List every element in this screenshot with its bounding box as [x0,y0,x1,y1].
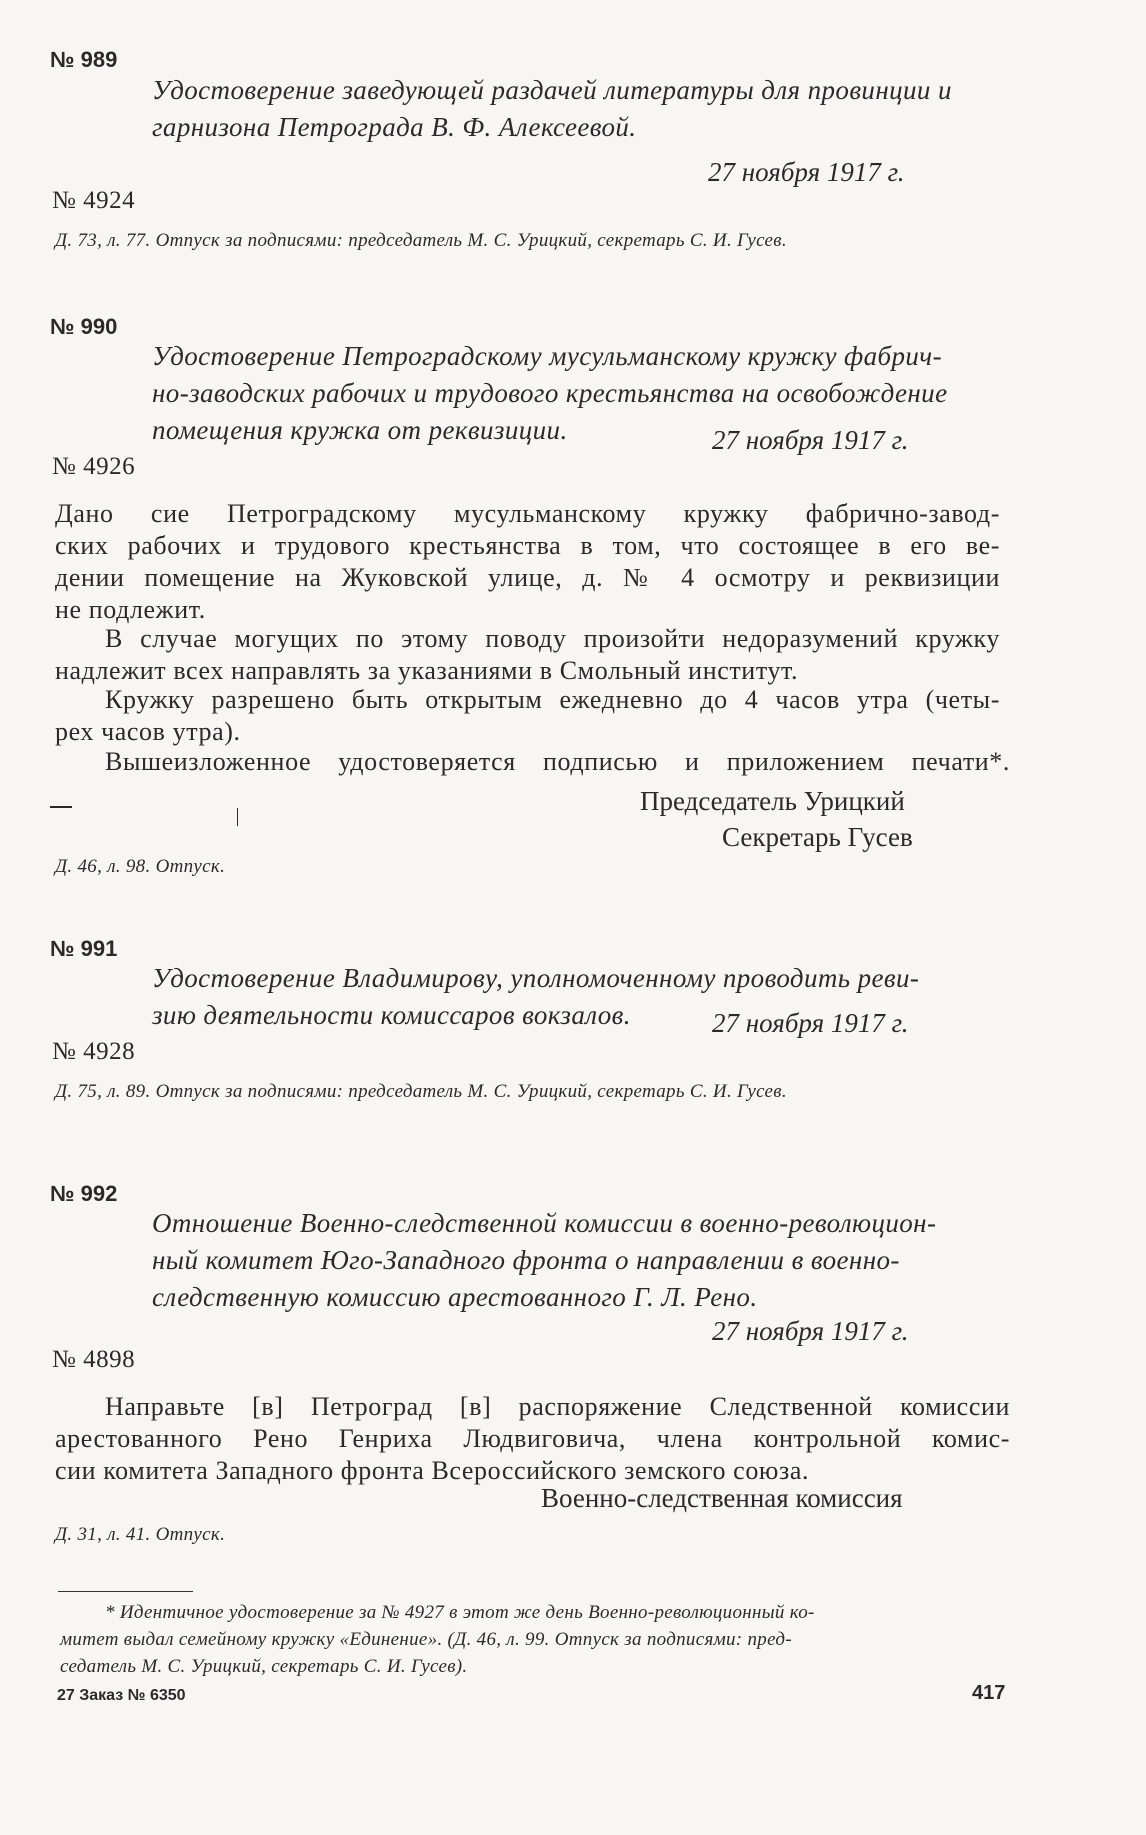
doc-992-date: 27 ноября 1917 г. [712,1316,909,1346]
ink-mark [237,808,238,826]
doc-991-number: № 991 [50,936,118,961]
footnote-rule [58,1591,193,1592]
doc-992-body-line: сии комитета Западного фронта Всероссийского земского союза. [55,1456,810,1485]
doc-990-body-line: рех часов утра). [55,717,241,746]
footnote-line: митет выдал семейному кружку «Единение». (Д. 46, л. 99. Отпуск за подписями: пред- [60,1629,792,1650]
doc-990-body-line: надлежит всех направлять за указаниями в Смольный институт. [55,656,799,685]
doc-990-signature-chairman: Председатель Урицкий [640,786,905,816]
doc-990-body-line: Дано сие Петроградскому мусульманскому кружку фабрично-завод- [55,499,1000,528]
doc-990-title-line: помещения кружка от реквизиции. [152,415,568,445]
footnote [60,1599,815,1680]
doc-989-source: Д. 73, л. 77. Отпуск за подписями: председатель М. С. Урицкий, секретарь С. И. Гусев. [55,230,787,251]
doc-989-reg-number: № 4924 [52,187,136,214]
doc-991-title-line: зию деятельности комиссаров вокзалов. [152,1000,631,1030]
doc-990-date: 27 ноября 1917 г. [712,425,909,455]
footnote-line: * Идентичное удостоверение за № 4927 в этот же день Военно-революционный ко- [105,1602,815,1623]
doc-990-body-line: ских рабочих и трудового крестьянства в том, что состоящее в его ве- [55,531,1000,560]
doc-990-body-line: Вышеизложенное удостоверяется подписью и приложением печати*. [105,747,1010,776]
doc-990-title-line: Удостоверение Петроградскому мусульманскому кружку фабрич- [152,341,942,371]
doc-992-number: № 992 [50,1181,118,1206]
printer-signature-mark: 27 Заказ № 6350 [57,1687,186,1704]
doc-990-body-line: не подлежит. [55,595,206,624]
doc-992-body-line: Направьте [в] Петроград [в] распоряжение Следственной комиссии [105,1392,1010,1421]
doc-989-number: № 989 [50,47,118,72]
doc-990-signature-secretary: Секретарь Гусев [722,822,913,852]
doc-991-source: Д. 75, л. 89. Отпуск за подписями: председатель М. С. Урицкий, секретарь С. И. Гусев. [55,1081,787,1102]
doc-990-source: Д. 46, л. 98. Отпуск. [55,856,226,877]
doc-992-reg-number: № 4898 [52,1346,136,1373]
doc-989-title: Удостоверение заведующей раздачей литературы для провинции и гарнизона Петрограда В. Ф. Алексеевой. [152,75,952,142]
doc-991-reg-number: № 4928 [52,1038,136,1065]
doc-990-title-line: но-заводских рабочих и трудового крестьянства на освобождение [152,378,948,408]
doc-990-reg-number: № 4926 [52,453,136,480]
footnote-line: седатель М. С. Урицкий, секретарь С. И. Гусев). [60,1656,468,1677]
doc-992-signature: Военно-следственная комиссия [541,1483,903,1513]
doc-992-title-line: следственную комиссию арестованного Г. Л. Рено. [152,1282,758,1312]
doc-992-source: Д. 31, л. 41. Отпуск. [55,1524,226,1545]
doc-990-body-line: Кружку разрешено быть открытым ежедневно до 4 часов утра (четы- [105,685,1000,714]
doc-990-body-line: дении помещение на Жуковской улице, д. № 4 осмотру и реквизиции [55,563,1000,592]
doc-992-title-line: ный комитет Юго-Западного фронта о направлении в военно- [152,1245,900,1275]
doc-991-title-line: Удостоверение Владимирову, уполномоченному проводить реви- [152,963,920,993]
doc-992-title-line: Отношение Военно-следственной комиссии в военно-революцион- [152,1208,937,1238]
doc-991-date: 27 ноября 1917 г. [712,1008,909,1038]
doc-989-date: 27 ноября 1917 г. [708,157,905,187]
doc-992-body-line: арестованного Рено Генриха Людвиговича, члена контрольной комис- [55,1424,1010,1453]
doc-992-title [152,1205,1032,1316]
doc-990-number: № 990 [50,314,118,339]
page-number: 417 [972,1682,1006,1704]
ink-mark [50,806,72,808]
doc-990-body-line: В случае могущих по этому поводу произойти недоразумений кружку [105,624,1000,653]
